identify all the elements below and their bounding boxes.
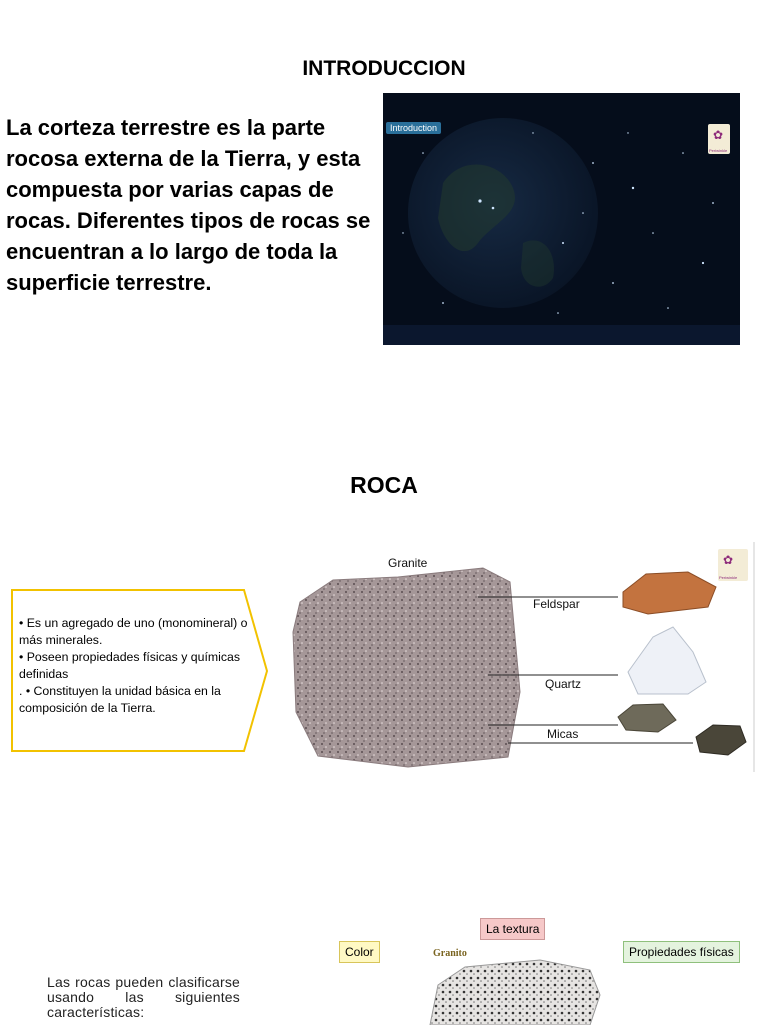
granito-label: Granito xyxy=(433,948,467,959)
intro-paragraph: La corteza terrestre es la parte rocosa externa de la Tierra, y esta compuesta por varias capas de rocas. Diferentes tipos de rocas se encuentran a lo largo de toda la superficie terrestre. xyxy=(6,115,371,295)
bullet-item: • Poseen propiedades físicas y químicas definidas xyxy=(19,650,240,681)
bullet-item: • Es un agregado de uno (monomineral) o más minerales. xyxy=(19,616,248,647)
mineral-label: Feldspar xyxy=(533,597,580,611)
granite-label: Granite xyxy=(388,556,428,570)
mineral-label: Quartz xyxy=(545,677,582,691)
bullet-item: . • Constituyen la unidad básica en la composición de la Tierra. xyxy=(19,684,221,715)
periwinkle-logo xyxy=(718,549,748,581)
classification-text: Las rocas pueden clasificarse usando las siguientes características: xyxy=(47,974,240,1020)
logo-caption: Periwinkle xyxy=(709,148,728,153)
roca-definition xyxy=(19,615,259,717)
roca-title: ROCA xyxy=(350,472,418,498)
physical-properties-tag: Propiedades físicas xyxy=(623,941,740,963)
periwinkle-logo xyxy=(708,124,730,154)
mineral-label: Micas xyxy=(547,727,579,741)
texture-tag: La textura xyxy=(480,918,545,940)
introduction-badge: Introduction xyxy=(386,122,441,134)
flower-icon: ✿ xyxy=(713,128,724,142)
color-tag: Color xyxy=(339,941,380,963)
logo-caption: Periwinkle xyxy=(719,575,738,580)
flower-icon: ✿ xyxy=(723,553,734,567)
granite-rock-image xyxy=(420,955,610,1025)
granite-figure xyxy=(288,542,756,772)
intro-title: INTRODUCCION xyxy=(302,57,466,80)
